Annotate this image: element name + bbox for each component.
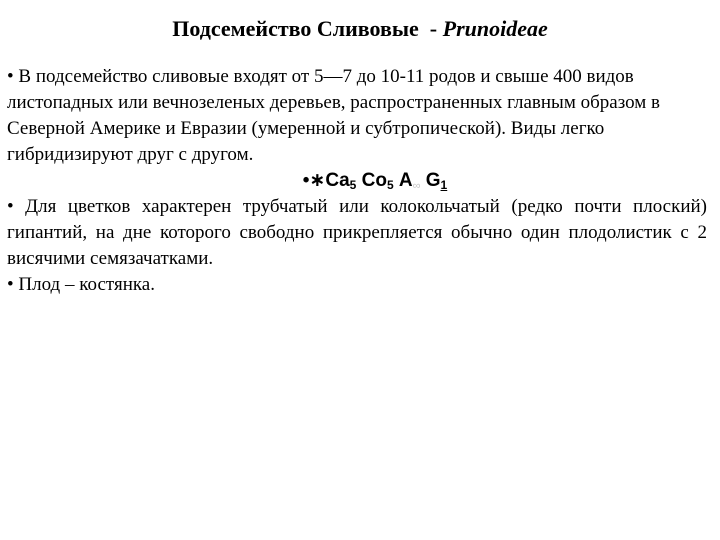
formula-calyx-count: 5 [349,178,357,192]
title-latin: Prunoideae [442,16,548,41]
formula-gynoecium: G [425,170,441,191]
formula-calyx: Ca [325,170,350,191]
paragraph-hypanthium: • Для цветков характерен трубчатый или колокольчатый (редко почти плоский) гипантий, на дне которого свободно прикрепляется обычно один плодолистик с 2 висячими семязачатками. [7,196,707,269]
formula-actinomorphic-symbol: ∗ [309,170,326,191]
paragraph-fruit: • Плод – костянка. [7,274,155,295]
formula-androecium-count: ∞ [412,180,421,192]
formula-bullet: • [302,170,310,191]
paragraph-genera: • В подсемейство сливовые входят от 5—7 до 10-11 родов и свыше 400 видов листопадных или вечнозеленых деревьев, распространенных главным образом в Северной Америке и Евразии (умеренной и субтропической). Виды легко гибридизируют друг с другом. [7,66,660,165]
slide-title [0,14,720,44]
flower-formula [7,168,707,194]
title-main: Подсемейство Сливовые - [172,16,443,41]
formula-corolla: Co [361,170,387,191]
formula-androecium: A [398,170,413,191]
formula-corolla-count: 5 [386,178,394,192]
slide-body [7,64,707,298]
formula-gynoecium-count: 1 [440,178,448,192]
